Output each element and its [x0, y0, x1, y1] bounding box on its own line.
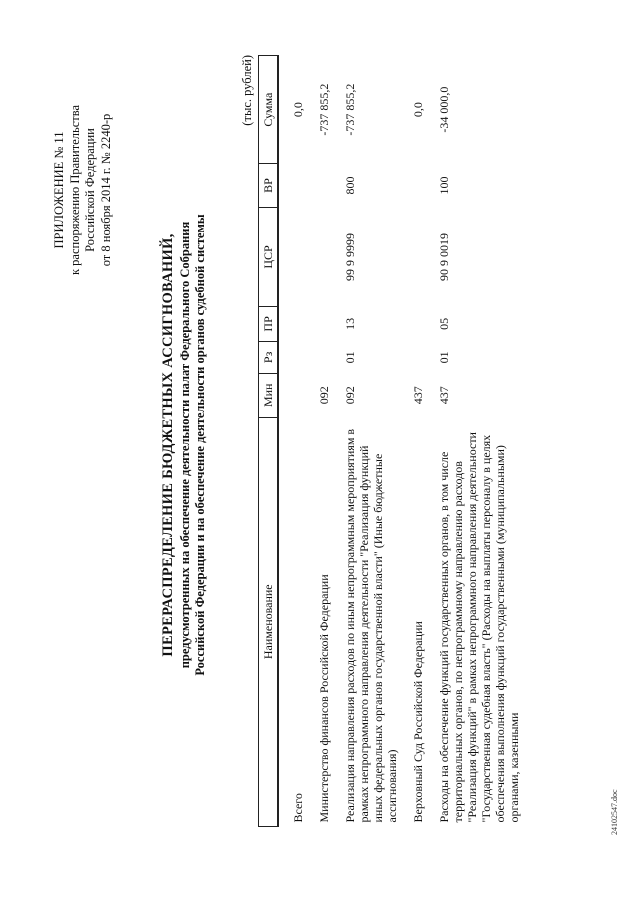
row-min: 092 [317, 386, 331, 405]
header-min: Мин [259, 374, 279, 418]
appendix-line-4: от 8 ноября 2014 г. № 2240-р [98, 113, 113, 267]
row-vr [399, 164, 425, 208]
row-name: Расходы на обеспечение функций государственных органов, в том числе территориальных органов, по непрограммному направлению расходов "Реализация функций" в рамках непрограммного направления деятельности "Государственная судебная власть" (Расходы на выплаты персоналу в целях обеспечения выполнения функций государственными (муниципальными) органами, казенными [437, 432, 521, 823]
header-rz: Рз [259, 341, 279, 373]
table-header-row [259, 56, 279, 827]
row-vr: 100 [437, 176, 451, 195]
allocation-table [258, 55, 521, 827]
appendix-line-3: Российской Федерации [83, 128, 97, 252]
row-pr: 05 [437, 317, 451, 330]
title-sub-2: Российской Федерации и на обеспечение деятельности органов судебной системы [193, 214, 207, 676]
header-pr: ПР [259, 307, 279, 342]
row-sum: -737 855,2 [317, 83, 331, 136]
header-sum: Сумма [259, 56, 279, 164]
row-rz [305, 341, 331, 373]
header-csr: ЦСР [259, 207, 279, 306]
row-csr [305, 207, 331, 306]
table-row [331, 56, 399, 827]
header-name: Наименование [259, 417, 279, 826]
table-row [305, 56, 331, 827]
row-csr [278, 207, 305, 306]
title-main: ПЕРЕРАСПРЕДЕЛЕНИЕ БЮДЖЕТНЫХ АССИГНОВАНИЙ, [160, 233, 176, 657]
row-csr [399, 207, 425, 306]
row-sum: -737 855,2 [343, 83, 357, 136]
row-pr [305, 307, 331, 342]
title-sub-1: предусмотренных на обеспечение деятельности палат Федерального Собрания [178, 221, 192, 669]
units-note: (тыс. рублей) [240, 55, 254, 126]
header-vr: ВР [259, 164, 279, 208]
table-row [425, 56, 521, 827]
appendix-line-2: к распоряжению Правительства [67, 105, 82, 276]
row-min: 437 [437, 386, 451, 405]
row-name: Реализация направления расходов по иным непрограммным мероприятиям в рамках непрограммного направления деятельности "Реализация функций иных федеральных органов государственной власти" (Иные бюджетные ассигнования) [343, 428, 399, 823]
row-pr: 13 [343, 317, 357, 330]
appendix-number: ПРИЛОЖЕНИЕ № 11 [52, 131, 66, 249]
table-row [399, 56, 425, 827]
table-row [278, 56, 305, 827]
row-sum: -34 000,0 [437, 86, 451, 133]
row-name: Всего [291, 793, 305, 823]
appendix-header [52, 60, 114, 320]
row-rz [278, 341, 305, 373]
document-file-code: 24102547.doc [610, 789, 619, 835]
row-csr: 90 9 0019 [437, 232, 451, 281]
row-min: 092 [343, 386, 357, 405]
row-rz: 01 [437, 351, 451, 364]
row-rz [399, 341, 425, 373]
document-title [158, 45, 208, 845]
row-min: 437 [411, 386, 425, 405]
row-vr: 800 [343, 176, 357, 195]
row-min [278, 374, 305, 418]
row-sum: 0,0 [411, 102, 425, 118]
row-name: Министерство финансов Российской Федерации [317, 574, 331, 823]
row-rz: 01 [343, 351, 357, 364]
row-name: Верховный Суд Российской Федерации [411, 621, 425, 823]
row-vr [305, 164, 331, 208]
row-vr [278, 164, 305, 208]
row-sum: 0,0 [291, 102, 305, 118]
row-pr [399, 307, 425, 342]
row-csr: 99 9 9999 [343, 232, 357, 281]
row-pr [278, 307, 305, 342]
